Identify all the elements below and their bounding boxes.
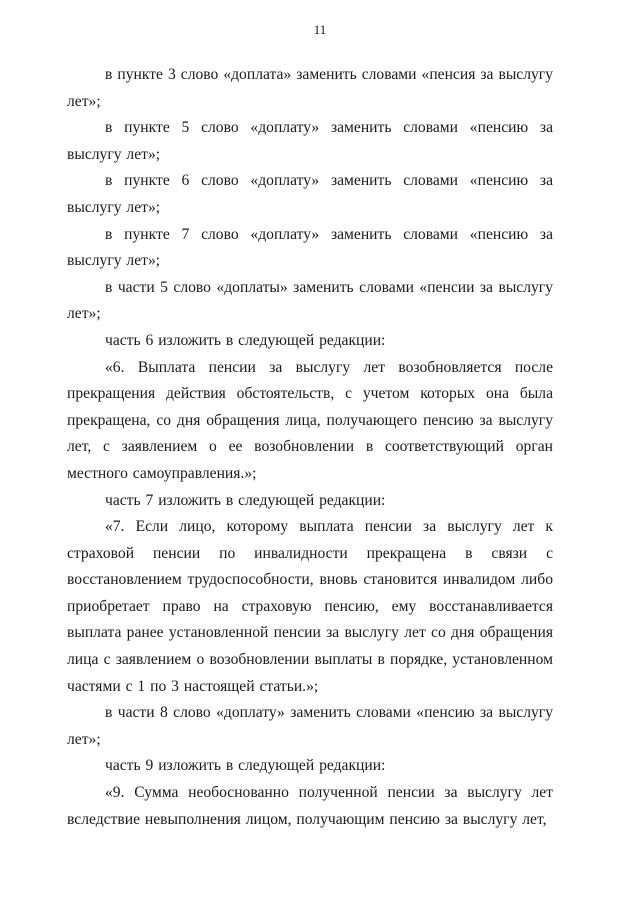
paragraph-part-7-text: «7. Если лицо, которому выплата пенсии за выслугу лет к страховой пенсии по инвалидности прекращена в связи с восстановлением трудоспособности, вновь становится инвалидом либо приобретает право на страховую пенсию, ему восстанавливается выплата ранее установленной пенсии за выслугу лет со дня обращения лица с заявлением о возобновлении выплаты в порядке, установленном частями с 1 по 3 настоящей статьи.»;	[67, 518, 553, 695]
paragraph-part-6-text: «6. Выплата пенсии за выслугу лет возобновляется после прекращения действия обстоятельств, с учетом которых она была прекращена, со дня обращения лица, получающего пенсию за выслугу лет, с заявлением о ее возобновлении в соответствующий орган местного самоуправления.»;	[67, 358, 553, 482]
paragraph-part-9-text: «9. Сумма необоснованно полученной пенсии за выслугу лет вследствие невыполнения лицом, получающим пенсию за выслугу лет,	[67, 784, 553, 828]
paragraph-part-8: в части 8 слово «доплату» заменить словами «пенсию за выслугу лет»;	[67, 704, 553, 748]
paragraph-item-5: в пункте 5 слово «доплату» заменить словами «пенсию за выслугу лет»;	[67, 119, 553, 163]
paragraph-part-5: в части 5 слово «доплаты» заменить словами «пенсии за выслугу лет»;	[67, 278, 553, 323]
paragraph-part-6-intro: часть 6 изложить в следующей редакции:	[105, 331, 386, 349]
paragraph-item-7: в пункте 7 слово «доплату» заменить словами «пенсию за выслугу лет»;	[67, 225, 553, 270]
paragraph-item-6: в пункте 6 слово «доплату» заменить словами «пенсию за выслугу лет»;	[67, 172, 553, 216]
document-body	[67, 62, 553, 833]
paragraph-part-9-intro: часть 9 изложить в следующей редакции:	[105, 757, 386, 775]
page-number: 11	[313, 22, 327, 37]
paragraph-part-7-intro: часть 7 изложить в следующей редакции:	[105, 491, 386, 509]
paragraph-item-3: в пункте 3 слово «доплата» заменить словами «пенсия за выслугу лет»;	[67, 66, 553, 110]
